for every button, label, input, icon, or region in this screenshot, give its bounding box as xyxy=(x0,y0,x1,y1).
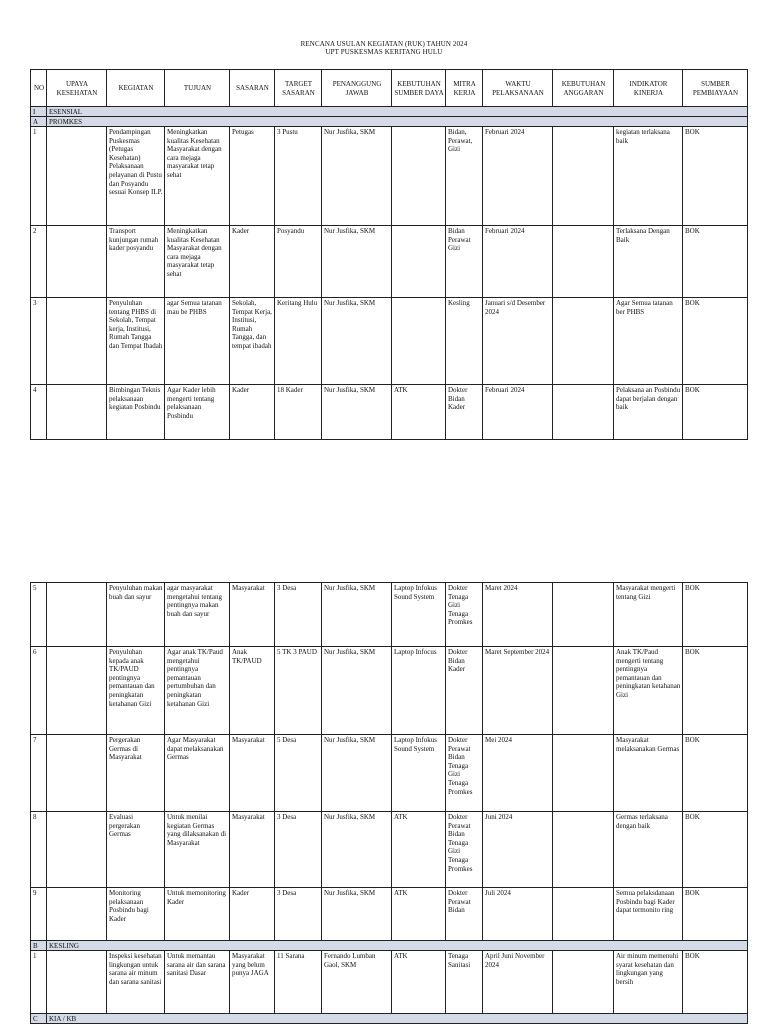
cell-penanggung-jawab: Nur Jusfika, SKM xyxy=(322,127,392,226)
cell-sumber-pembiayaan: BOK xyxy=(683,226,748,298)
cell-tujuan: Meningkatkan kualitas Kesehatan Masyarakat dengan cara mejaga masyarakat tetap sehat xyxy=(165,226,230,298)
cell-kegiatan: Bimbingan Teknis pelaksanaan kegiatan Posbindu xyxy=(107,385,165,440)
cell-kegiatan: Pendampingan Puskesmas (Petugas Kesehatan) Pelaksanaan pelayanan di Pustu dan Posyandu sesuai Konsep ILP. xyxy=(107,127,165,226)
cell-no: 9 xyxy=(31,888,47,941)
ruk-table-page-1 xyxy=(30,69,748,440)
cell-target: 3 Desa xyxy=(275,812,322,888)
cell-waktu: Februari 2024 xyxy=(483,127,553,226)
cell-target: 5 Desa xyxy=(275,735,322,812)
cell-tujuan: Meningkatkan kualitas Kesehatan Masyarakat dengan cara mejaga masyarakat tetap sehat xyxy=(165,127,230,226)
cell-no: 3 xyxy=(31,298,47,385)
cell-sumber-pembiayaan: BOK xyxy=(683,583,748,647)
cell-indikator: Germas terlaksana dengan baik xyxy=(614,812,683,888)
cell-sumber-daya: ATK xyxy=(392,385,446,440)
cell-mitra: Tenaga Sanitasi xyxy=(446,951,483,1014)
cell-no: 8 xyxy=(31,812,47,888)
header-sasaran: SASARAN xyxy=(230,70,275,107)
table-row xyxy=(31,226,748,298)
cell-target: Posyandu xyxy=(275,226,322,298)
cell-tujuan: Agar Kader lebih mengerti tentang pelaksanaan Posbindu xyxy=(165,385,230,440)
cell-anggaran xyxy=(553,298,614,385)
cell-penanggung-jawab: Nur Jusfika, SKM xyxy=(322,385,392,440)
cell-sasaran: Kader xyxy=(230,226,275,298)
cell-tujuan: Agar anak TK/Paud mengetahui pentingnya pemantauan pertumbuhan dan peningkatan ketahanan Gizi xyxy=(165,647,230,735)
section-label: KIA / KB xyxy=(47,1014,748,1024)
cell-tujuan: Agar Masyarakat dapat melaksanakan Germas xyxy=(165,735,230,812)
cell-kegiatan: Penyuluhan tentang PHBS di Sekolah, Tempat kerja, Institusi, Rumah Tangga dan Tempat Ibadah xyxy=(107,298,165,385)
cell-anggaran xyxy=(553,735,614,812)
cell-penanggung-jawab: Nur Jusfika, SKM xyxy=(322,298,392,385)
section-label: ESENSIAL xyxy=(47,107,748,117)
header-sumber: SUMBER PEMBIAYAAN xyxy=(683,70,748,107)
cell-target: 3 Desa xyxy=(275,583,322,647)
header-mitra: MITRA KERJA xyxy=(446,70,483,107)
cell-penanggung-jawab: Nur Jusfika, SKM xyxy=(322,583,392,647)
cell-sumber-daya xyxy=(392,127,446,226)
cell-waktu: Juni 2024 xyxy=(483,812,553,888)
section-number: C xyxy=(31,1014,47,1024)
cell-indikator: Semua pelaksdanaan Posbindu bagi Kader dapat termonito ring xyxy=(614,888,683,941)
section-number: A xyxy=(31,117,47,127)
cell-sumber-pembiayaan: BOK xyxy=(683,385,748,440)
section-label: PROMKES xyxy=(47,117,748,127)
cell-penanggung-jawab: Nur Jusfika, SKM xyxy=(322,735,392,812)
cell-sumber-daya: ATK xyxy=(392,812,446,888)
cell-no: 6 xyxy=(31,647,47,735)
cell-no: 7 xyxy=(31,735,47,812)
cell-waktu: Maret 2024 xyxy=(483,583,553,647)
cell-sasaran: Kader xyxy=(230,385,275,440)
cell-anggaran xyxy=(553,583,614,647)
cell-mitra: Dokter Perawat Bidan xyxy=(446,888,483,941)
cell-upaya xyxy=(47,298,107,385)
cell-mitra: Dokter Perawat Bidan Tenaga Gizi Tenaga Promkes xyxy=(446,812,483,888)
header-indikator: INDIKATOR KINERJA xyxy=(614,70,683,107)
header-sumber-daya: KEBUTUHAN SUMBER DAYA xyxy=(392,70,446,107)
cell-indikator: Anak TK/Paud mengerti tentang pentingnya pemantauan dan peningkatan ketahanan Gizi xyxy=(614,647,683,735)
cell-upaya xyxy=(47,812,107,888)
cell-sasaran: Masyarakat xyxy=(230,583,275,647)
cell-penanggung-jawab: Nur Jusfika, SKM xyxy=(322,888,392,941)
cell-upaya xyxy=(47,951,107,1014)
ruk-table-page-2 xyxy=(30,582,748,1024)
section-row-esensial xyxy=(31,107,748,117)
cell-tujuan: Untuk memonitoring Kader xyxy=(165,888,230,941)
cell-sasaran: Petugas xyxy=(230,127,275,226)
cell-sumber-pembiayaan: BOK xyxy=(683,812,748,888)
table-row xyxy=(31,583,748,647)
cell-sumber-daya xyxy=(392,298,446,385)
cell-kegiatan: Pergerakan Germas di Masyarakat xyxy=(107,735,165,812)
cell-indikator: Air minum memenuhi syarat kesehatan dan lingkungan yang bersih xyxy=(614,951,683,1014)
cell-mitra: Bidan Perawat Gizi xyxy=(446,226,483,298)
header-tujuan: TUJUAN xyxy=(165,70,230,107)
cell-waktu: Februari 2024 xyxy=(483,385,553,440)
cell-sumber-daya: Laptop Infokus Sound System xyxy=(392,583,446,647)
cell-anggaran xyxy=(553,127,614,226)
cell-kegiatan: Inspeksi kesehatan lingkungan untuk sarana air minum dan sarana sanitasi xyxy=(107,951,165,1014)
cell-indikator: kegiatan terlaksana baik xyxy=(614,127,683,226)
cell-waktu: April Juni November 2024 xyxy=(483,951,553,1014)
cell-mitra: Dokter Perawat Bidan Tenaga Gizi Tenaga Promkes xyxy=(446,735,483,812)
cell-waktu: Maret September 2024 xyxy=(483,647,553,735)
cell-mitra: Dokter Bidan Kader xyxy=(446,385,483,440)
cell-indikator: Agar Semua tatanan ber PHBS xyxy=(614,298,683,385)
cell-kegiatan: Monitoring pelaksanaan Posbindu bagi Kader xyxy=(107,888,165,941)
cell-penanggung-jawab: Nur Jusfika, SKM xyxy=(322,812,392,888)
cell-sumber-pembiayaan: BOK xyxy=(683,127,748,226)
cell-kegiatan: Transport kunjungan rumah kader posyandu xyxy=(107,226,165,298)
cell-sumber-daya: Laptop Infocus xyxy=(392,647,446,735)
header-kegiatan: KEGIATAN xyxy=(107,70,165,107)
section-row-promkes xyxy=(31,117,748,127)
cell-upaya xyxy=(47,583,107,647)
section-number: B xyxy=(31,941,47,951)
cell-anggaran xyxy=(553,647,614,735)
cell-sumber-daya: ATK xyxy=(392,951,446,1014)
cell-kegiatan: Penyuluhan kepada anak TK/PAUD pentingnya pemantauan dan peningkatan ketahanan Gizi xyxy=(107,647,165,735)
cell-kegiatan: Evaluasi pergerakan Germas xyxy=(107,812,165,888)
cell-anggaran xyxy=(553,812,614,888)
header-target: TARGET SASARAN xyxy=(275,70,322,107)
cell-target: Keritang Hulu xyxy=(275,298,322,385)
table-row xyxy=(31,951,748,1014)
cell-no: 1 xyxy=(31,951,47,1014)
cell-sumber-pembiayaan: BOK xyxy=(683,735,748,812)
cell-waktu: Februari 2024 xyxy=(483,226,553,298)
cell-sasaran: Masyarakat xyxy=(230,735,275,812)
cell-tujuan: Untuk memantau sarana air dan sarana sanitasi Dasar xyxy=(165,951,230,1014)
cell-mitra: Dokter Tenaga Gizi Tenaga Promkes xyxy=(446,583,483,647)
cell-mitra: Bidan, Perawat, Gizi xyxy=(446,127,483,226)
cell-sumber-daya: Laptop Infokus Sound System xyxy=(392,735,446,812)
cell-target: 3 Pustu xyxy=(275,127,322,226)
cell-no: 2 xyxy=(31,226,47,298)
header-no: NO xyxy=(31,70,47,107)
cell-no: 4 xyxy=(31,385,47,440)
cell-target: 18 Kader xyxy=(275,385,322,440)
table-row xyxy=(31,735,748,812)
header-upaya: UPAYA KESEHATAN xyxy=(47,70,107,107)
table-row xyxy=(31,888,748,941)
cell-waktu: Mei 2024 xyxy=(483,735,553,812)
cell-waktu: Januari s/d Desember 2024 xyxy=(483,298,553,385)
table-header-row xyxy=(31,70,748,107)
cell-tujuan: Untuk menilai kegiatan Germas yang dilaksanakan di Masyarakat xyxy=(165,812,230,888)
cell-upaya xyxy=(47,888,107,941)
cell-upaya xyxy=(47,735,107,812)
cell-sasaran: Sekolah, Tempat Kerja, Institusi, Rumah Tangga, dan tempat ibadah xyxy=(230,298,275,385)
section-number: I xyxy=(31,107,47,117)
cell-anggaran xyxy=(553,226,614,298)
section-row-kesling xyxy=(31,941,748,951)
cell-upaya xyxy=(47,226,107,298)
cell-sasaran: Kader xyxy=(230,888,275,941)
cell-target: 5 TK 3 PAUD xyxy=(275,647,322,735)
cell-tujuan: agar Semua tatanan mau be PHBS xyxy=(165,298,230,385)
cell-sumber-pembiayaan: BOK xyxy=(683,298,748,385)
cell-target: 11 Sarana xyxy=(275,951,322,1014)
cell-waktu: Juli 2024 xyxy=(483,888,553,941)
cell-no: 5 xyxy=(31,583,47,647)
header-pj: PENANGGUNG JAWAB xyxy=(322,70,392,107)
cell-sumber-pembiayaan: BOK xyxy=(683,951,748,1014)
cell-tujuan: agar masyarakat mengetahui tentang pentingnya makan buah dan sayur xyxy=(165,583,230,647)
cell-no: 1 xyxy=(31,127,47,226)
cell-upaya xyxy=(47,647,107,735)
cell-mitra: Kesling xyxy=(446,298,483,385)
table-row xyxy=(31,812,748,888)
document-title: RENCANA USULAN KEGIATAN (RUK) TAHUN 2024 xyxy=(300,40,468,48)
cell-indikator: Pelaksana an Posbindu dapat berjalan dengan baik xyxy=(614,385,683,440)
cell-sumber-pembiayaan: BOK xyxy=(683,647,748,735)
cell-anggaran xyxy=(553,888,614,941)
table-row xyxy=(31,298,748,385)
cell-anggaran xyxy=(553,385,614,440)
cell-kegiatan: Penyuluhan makan buah dan sayur xyxy=(107,583,165,647)
cell-indikator: Terlaksana Dengan Baik xyxy=(614,226,683,298)
cell-upaya xyxy=(47,127,107,226)
cell-sumber-daya xyxy=(392,226,446,298)
cell-penanggung-jawab: Nur Jusfika, SKM xyxy=(322,647,392,735)
header-waktu: WAKTU PELAKSANAAN xyxy=(483,70,553,107)
cell-mitra: Dokter Bidan Kader xyxy=(446,647,483,735)
table-row xyxy=(31,647,748,735)
cell-penanggung-jawab: Nur Jusfika, SKM xyxy=(322,226,392,298)
header-anggaran: KEBUTUHAN ANGGARAN xyxy=(553,70,614,107)
cell-sumber-pembiayaan: BOK xyxy=(683,888,748,941)
table-row xyxy=(31,127,748,226)
table-row xyxy=(31,385,748,440)
cell-sasaran: Anak TK/PAUD xyxy=(230,647,275,735)
section-row-kia xyxy=(31,1014,748,1024)
cell-anggaran xyxy=(553,951,614,1014)
cell-target: 3 Desa xyxy=(275,888,322,941)
cell-sasaran: Masyarakat yang belum punya JAGA xyxy=(230,951,275,1014)
cell-sumber-daya: ATK xyxy=(392,888,446,941)
document-subtitle: UPT PUSKESMAS KERITANG HULU xyxy=(325,48,443,56)
cell-upaya xyxy=(47,385,107,440)
cell-penanggung-jawab: Fernando Lumban Gaol, SKM xyxy=(322,951,392,1014)
cell-indikator: Masyarakat melaksanakan Germas xyxy=(614,735,683,812)
cell-sasaran: Masyarakat xyxy=(230,812,275,888)
section-label: KESLING xyxy=(47,941,748,951)
cell-indikator: Masyarakat mengerti tentang Gizi xyxy=(614,583,683,647)
